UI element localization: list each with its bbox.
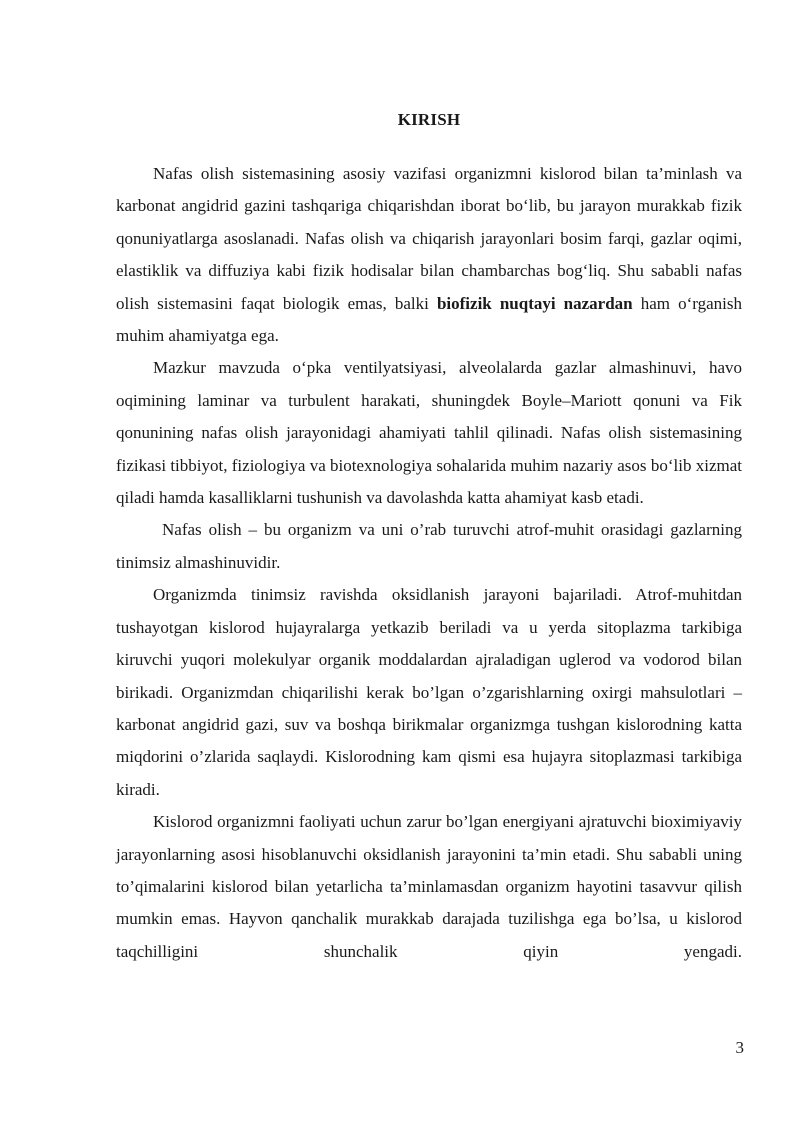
document-body: [116, 158, 742, 968]
paragraph-3: Nafas olish – bu organizm va uni o’rab turuvchi atrof-muhit orasidagi gazlarning tinimsiz almashinuvidir.: [116, 520, 742, 572]
page-title: KIRISH: [397, 110, 461, 129]
page-number: 3: [735, 1038, 744, 1057]
paragraph-1-bold-phrase: biofizik nuqtayi nazardan: [436, 293, 633, 313]
paragraph-1: [116, 158, 742, 352]
paragraph-1-text-end: ham o‘rganish muhim ahamiyatga ega.: [116, 293, 742, 346]
paragraph-2: Mazkur mavzuda o‘pka ventilyatsiyasi, alveolalarda gazlar almashinuvi, havo oqimining laminar va turbulent harakati, shuningdek Boyle–Mariott qonuni va Fik qonunining nafas olish jarayonidagi ahamiyati tahlil qilinadi. Nafas olish sistemasining fizikasi tibbiyot, fiziologiya va biotexnologiya sohalarida muhim nazariy asos bo‘lib xizmat qiladi hamda kasalliklarni tushunish va davolashda katta ahamiyat kasb etadi.: [116, 358, 742, 508]
paragraph-1-text-start: Nafas olish sistemasining asosiy vazifasi organizmni kislorod bilan ta’minlash va karbonat angidrid gazini tashqariga chiqarishdan iborat bo‘lib, bu jarayon murakkab fizik qonuniyatlarga asoslanadi. Nafas olish va chiqarish jarayonlari bosim farqi, gazlar oqimi, elastiklik va diffuziya kabi fizik hodisalar bilan chambarchas bog‘liq. Shu sababli nafas olish sistemasini faqat biologik emas, balki: [116, 164, 742, 313]
paragraph-5: Kislorod organizmni faoliyati uchun zarur bo’lgan energiyani ajratuvchi bioximiyaviy jarayonlarning asosi hisoblanuvchi oksidlanish jarayonini ta’min etadi. Shu sababli uning to’qimalarini kislorod bilan yetarlicha ta’minlamasdan organizm hayotini tasavvur qilish mumkin emas. Hayvon qanchalik murakkab darajada tuzilishga ega bo’lsa, u kislorod taqchilligini shunchalik qiyin yengadi.: [116, 812, 742, 961]
paragraph-4: Organizmda tinimsiz ravishda oksidlanish jarayoni bajariladi. Atrof-muhitdan tushayotgan kislorod hujayralarga yetkazib beriladi va u yerda sitoplazma tarkibiga kiruvchi yuqori molekulyar organik moddalardan ajraladigan uglerod va vodorod bilan birikadi. Organizmdan chiqarilishi kerak bo’lgan o’zgarishlarning oxirgi mahsulotlari – karbonat angidrid gazi, suv va boshqa birikmalar organizmga tushgan kislorodning katta miqdorini o’zlarida saqlaydi. Kislorodning kam qismi esa hujayra sitoplazmasi tarkibiga kiradi.: [116, 585, 742, 799]
